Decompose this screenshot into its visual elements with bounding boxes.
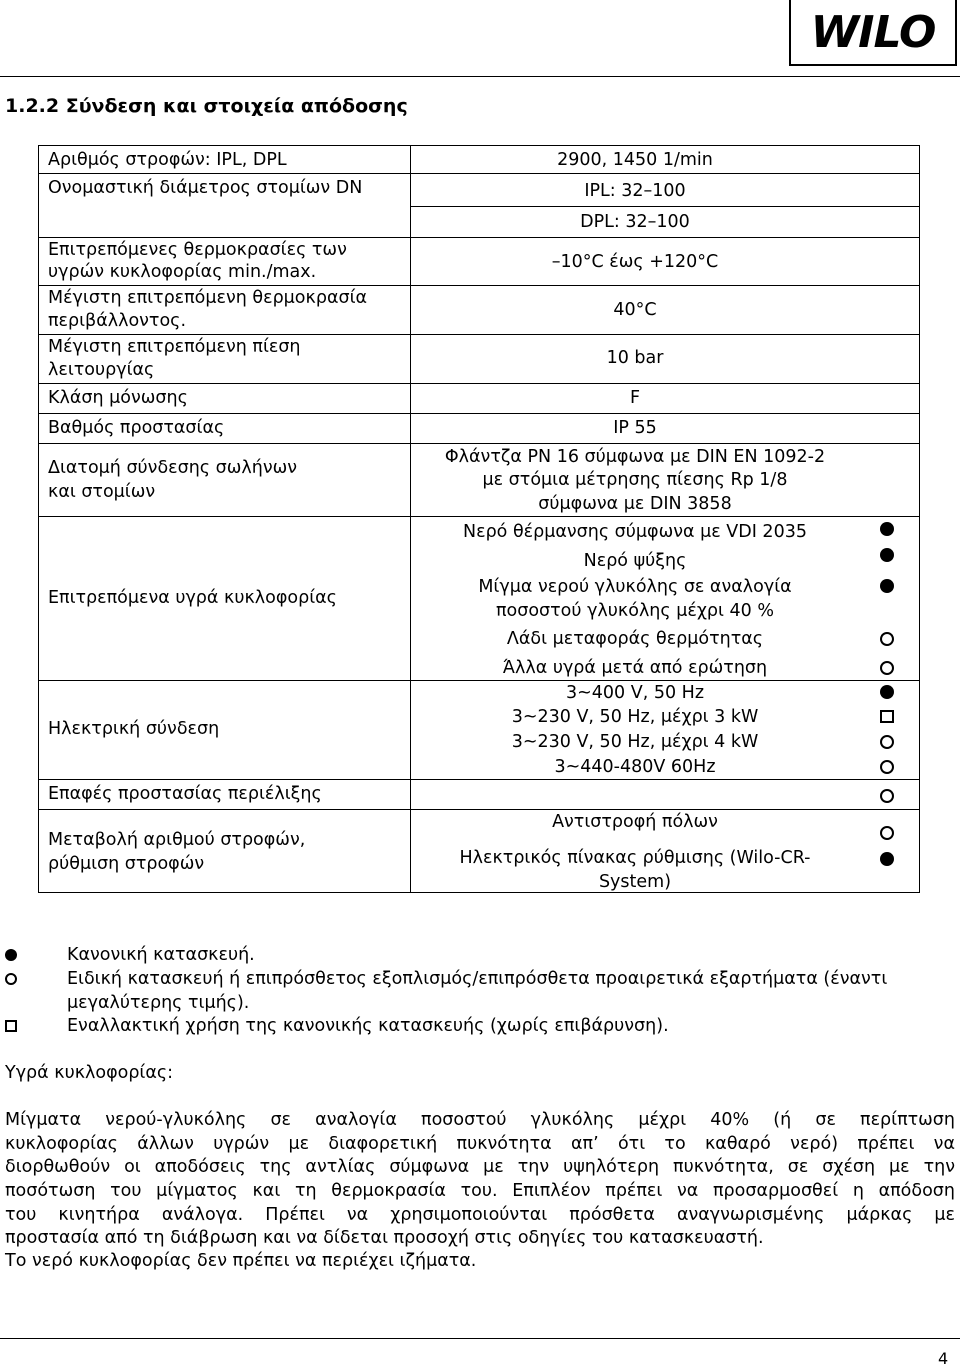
row-value-speed: 2900, 1450 1/min [557, 150, 713, 170]
open-circle-icon [5, 973, 17, 985]
row-value-ipl: IPL: 32–100 [584, 181, 686, 201]
row-value-temp: –10°C έως +120°C [551, 252, 719, 272]
open-circle-icon [880, 760, 894, 774]
legend-text-line2: μεγαλύτερης τιμής). [67, 993, 250, 1013]
row-value-dpl: DPL: 32–100 [580, 212, 690, 232]
row-label-pressure-line2: λειτουργίας [48, 360, 155, 380]
wilo-logo [789, 0, 957, 66]
open-square-icon [5, 1020, 17, 1032]
legend-text: Κανονική κατασκευή. [67, 945, 255, 965]
electrical-item: 3~230 V, 50 Hz, μέχρι 3 kW [511, 707, 759, 727]
filled-dot-icon [5, 949, 17, 961]
filled-dot-icon [880, 579, 894, 593]
paragraph-line: κυκλοφορίας άλλων υγρών με διαφορετική πυκνότητα απ’ ότι το καθαρό νερό) πρέπει να [5, 1134, 955, 1154]
row-label-pressure-line1: Μέγιστη επιτρεπόμενη πίεση [48, 337, 301, 357]
wilo-logo-mark [791, 0, 955, 64]
filled-dot-icon [880, 685, 894, 699]
legend-text: Εναλλακτική χρήση της κανονικής κατασκευής (χωρίς επιβάρυνση). [67, 1016, 669, 1036]
paragraph-line: διορθωθούν οι αποδόσεις της αντλίας σύμφωνα με την υψηλότερη πυκνότητα, σε σχέση με την [5, 1157, 955, 1177]
fluids-heading: Υγρά κυκλοφορίας: [5, 1063, 174, 1083]
logo-text: WILO [810, 7, 936, 58]
paragraph-line: Μίγματα νερού-γλυκόλης σε αναλογία ποσοστού γλυκόλης μέχρι 40% (ή σε περίπτωση [5, 1110, 955, 1130]
header-rule [0, 76, 960, 77]
electrical-item: 3~400 V, 50 Hz [565, 683, 705, 703]
fluid-item-line2: ποσοστού γλυκόλης μέχρι 40 % [496, 601, 774, 621]
footer-rule [0, 1338, 960, 1339]
table-rule [38, 443, 920, 444]
legend-text-line1: Ειδική κατασκευή ή επιπρόσθετος εξοπλισμός/επιπρόσθετα προαιρετικά εξαρτήματα (έναντι [67, 969, 888, 989]
open-circle-icon [880, 632, 894, 646]
open-circle-icon [880, 735, 894, 749]
row-label-insulation: Κλάση μόνωσης [48, 388, 188, 408]
open-circle-icon [880, 826, 894, 840]
open-circle-icon [880, 661, 894, 675]
filled-dot-icon [880, 852, 894, 866]
paragraph-line: προστασία από τη διάβρωση και να δίδεται προσοχή στις οδηγίες του κατασκευαστή. [5, 1228, 764, 1248]
fluid-item: Άλλα υγρά μετά από ερώτηση [502, 658, 768, 678]
section-title: 1.2.2 Σύνδεση και στοιχεία απόδοσης [5, 95, 408, 117]
row-label-winding-contacts: Επαφές προστασίας περιέλιξης [48, 784, 322, 804]
row-label-speed: Αριθμός στροφών: IPL, DPL [48, 150, 287, 170]
row-label-speed-control-line2: ρύθμιση στροφών [48, 854, 205, 874]
row-value-pressure: 10 bar [606, 348, 664, 368]
table-rule [38, 383, 920, 384]
speed-control-item-line1: Ηλεκτρικός πίνακας ρύθμισης (Wilo-CR- [459, 848, 811, 868]
row-label-fluids: Επιτρεπόμενα υγρά κυκλοφορίας [48, 588, 337, 608]
row-label-ambient-line2: περιβάλλοντος. [48, 311, 187, 331]
table-rule [38, 779, 920, 780]
electrical-item: 3~440-480V 60Hz [554, 757, 716, 777]
row-value-protection: IP 55 [613, 418, 657, 438]
row-label-temp-line2: υγρών κυκλοφορίας min./max. [48, 262, 317, 282]
table-rule [410, 173, 920, 174]
fluid-item: Νερό ψύξης [583, 551, 687, 571]
row-label-temp-line1: Επιτρεπόμενες θερμοκρασίες των [48, 240, 347, 260]
row-value-connection-line1: Φλάντζα PN 16 σύμφωνα με DIN EN 1092-2 [444, 447, 826, 467]
paragraph-line: ποσότωση του μίγματος και τη θερμοκρασία του. Επιπλέον πρέπει να προσαρμοσθεί η απόδοση [5, 1181, 955, 1201]
row-label-ambient-line1: Μέγιστη επιτρεπόμενη θερμοκρασία [48, 288, 368, 308]
table-rule [38, 173, 410, 174]
row-value-connection-line3: σύμφωνα με DIN 3858 [538, 494, 732, 514]
row-label-protection: Βαθμός προστασίας [48, 418, 225, 438]
speed-control-item-line2: System) [598, 872, 672, 892]
paragraph-line: του κινητήρα ανάλογα. Πρέπει να χρησιμοποιούνται πρόσθετα αναγνωρισμένης μάρκας με [5, 1205, 955, 1225]
open-square-icon [880, 710, 894, 723]
fluid-item: Λάδι μεταφοράς θερμότητας [506, 629, 764, 649]
page-number: 4 [938, 1349, 949, 1367]
fluid-item: Νερό θέρμανσης σύμφωνα με VDI 2035 [463, 522, 807, 542]
table-rule [38, 516, 920, 517]
row-label-electrical: Ηλεκτρική σύνδεση [48, 719, 220, 739]
fluid-item-line1: Μίγμα νερού γλυκόλης σε αναλογία [478, 577, 792, 597]
filled-dot-icon [880, 548, 894, 562]
table-rule [410, 237, 920, 238]
row-label-connection-line2: και στομίων [48, 482, 156, 502]
table-rule [410, 206, 920, 207]
row-label-connection-line1: Διατομή σύνδεσης σωλήνων [48, 458, 298, 478]
speed-control-item: Αντιστροφή πόλων [552, 812, 718, 832]
row-label-speed-control-line1: Μεταβολή αριθμού στροφών, [48, 830, 306, 850]
row-value-connection-line2: με στόμια μέτρησης πίεσης Rp 1/8 [482, 470, 788, 490]
electrical-item: 3~230 V, 50 Hz, μέχρι 4 kW [511, 732, 759, 752]
paragraph-line: Το νερό κυκλοφορίας δεν πρέπει να περιέχει ιζήματα. [5, 1251, 477, 1271]
open-circle-icon [880, 789, 894, 803]
filled-dot-icon [880, 522, 894, 536]
row-value-insulation: F [629, 388, 641, 408]
row-label-nominal-diameter: Ονομαστική διάμετρος στομίων DN [48, 178, 363, 198]
row-value-ambient: 40°C [613, 300, 657, 320]
table-rule [38, 413, 920, 414]
